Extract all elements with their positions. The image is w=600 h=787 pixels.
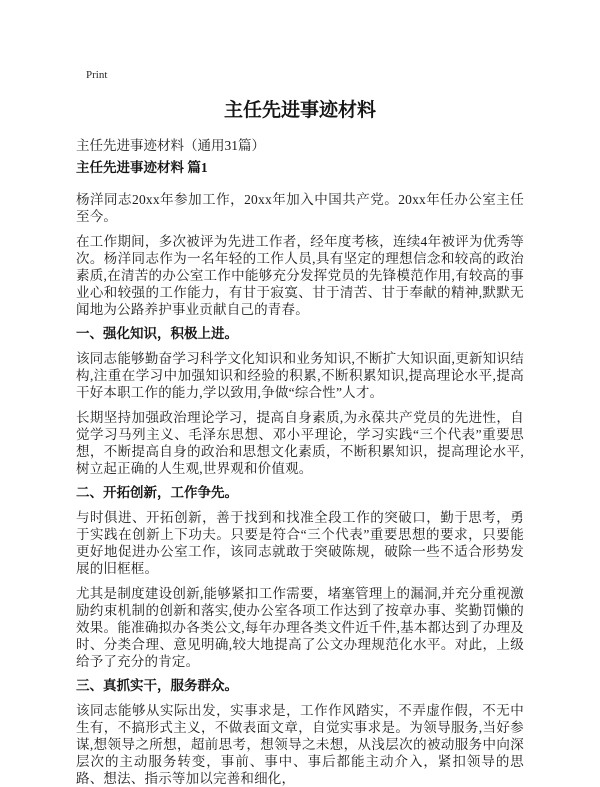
intro-paragraph: 在工作期间，多次被评为先进工作者，经年度考核，连续4年被评为优秀等次。杨洋同志作为一名年轻的工作人员,具有坚定的理想信念和较高的政治素质,在清苦的办公室工作中能够充分发挥党员的先锋模范作用,有较高的事业心和较强的工作能力，有甘于寂寞、甘于清苦、甘于奉献的精神,默默无闻地为公路养护事业贡献自己的青春。: [76, 234, 524, 317]
section-paragraph: 长期坚持加强政治理论学习，提高自身素质,为永葆共产党员的先进性，自觉学习马列主义、毛泽东思想、邓小平理论，学习实践“三个代表”重要思想，不断提高自身的政治和思想文化素质，不断积累知识，提高理论水平,树立起正确的人生观,世界观和价值观。: [76, 410, 524, 476]
section-paragraph: 尤其是制度建设创新,能够紧扣工作需要，堵塞管理上的漏洞,并充分重视激励约束机制的创新和落实,使办公室各项工作达到了按章办事、奖勤罚懒的效果。能准确拟办各类公文,每年办理各类文件近千件,基本都达到了办理及时、分类合理、意见明确,较大地提高了公文办理规范化水平。对此，上级给予了充分的肯定。: [76, 586, 524, 669]
print-link[interactable]: Print: [86, 69, 108, 81]
document-page: [76, 0, 524, 787]
page-title: 主任先进事迹材料: [223, 100, 376, 121]
section-paragraph: 该同志能够勤奋学习科学文化知识和业务知识,不断扩大知识面,更新知识结构,注重在学习中加强知识和经验的积累,不断积累知识,提高理论水平,提高干好本职工作的能力,学以致用,争做“综合性”人才。: [76, 351, 524, 400]
section-heading-2: 二、开拓创新，工作争先。: [76, 485, 238, 500]
section-paragraph: 该同志能够从实际出发，实事求是，工作作风踏实，不弄虚作假，不无中生有，不搞形式主义，不做表面文章，自觉实事求是。为领导服务,当好参谋,想领导之所想，超前思考，想领导之未想，从浅层次的被动服务中向深层次的主动服务转变，事前、事中、事后都能主动介入，紧扣领导的思路、想法、指示等加以完善和细化，: [76, 703, 524, 786]
section-paragraph: 与时俱进、开拓创新，善于找到和找准全段工作的突破口，勤于思考，勇于实践在创新上下功夫。只要是符合“三个代表”重要思想的要求，只要能更好地促进办公室工作，该同志就敢于突破陈规，破除一些不适合形势发展的旧框框。: [76, 510, 524, 576]
section-heading-1: 一、强化知识，积极上进。: [76, 326, 238, 341]
intro-paragraph: 杨洋同志20xx年参加工作，20xx年加入中国共产党。20xx年任办公室主任至今。: [76, 192, 524, 224]
section-heading-3: 三、真抓实干，服务群众。: [76, 678, 238, 693]
doc-subtitle: 主任先进事迹材料（通用31篇）: [76, 138, 265, 153]
article-title: 主任先进事迹材料 篇1: [76, 160, 208, 175]
